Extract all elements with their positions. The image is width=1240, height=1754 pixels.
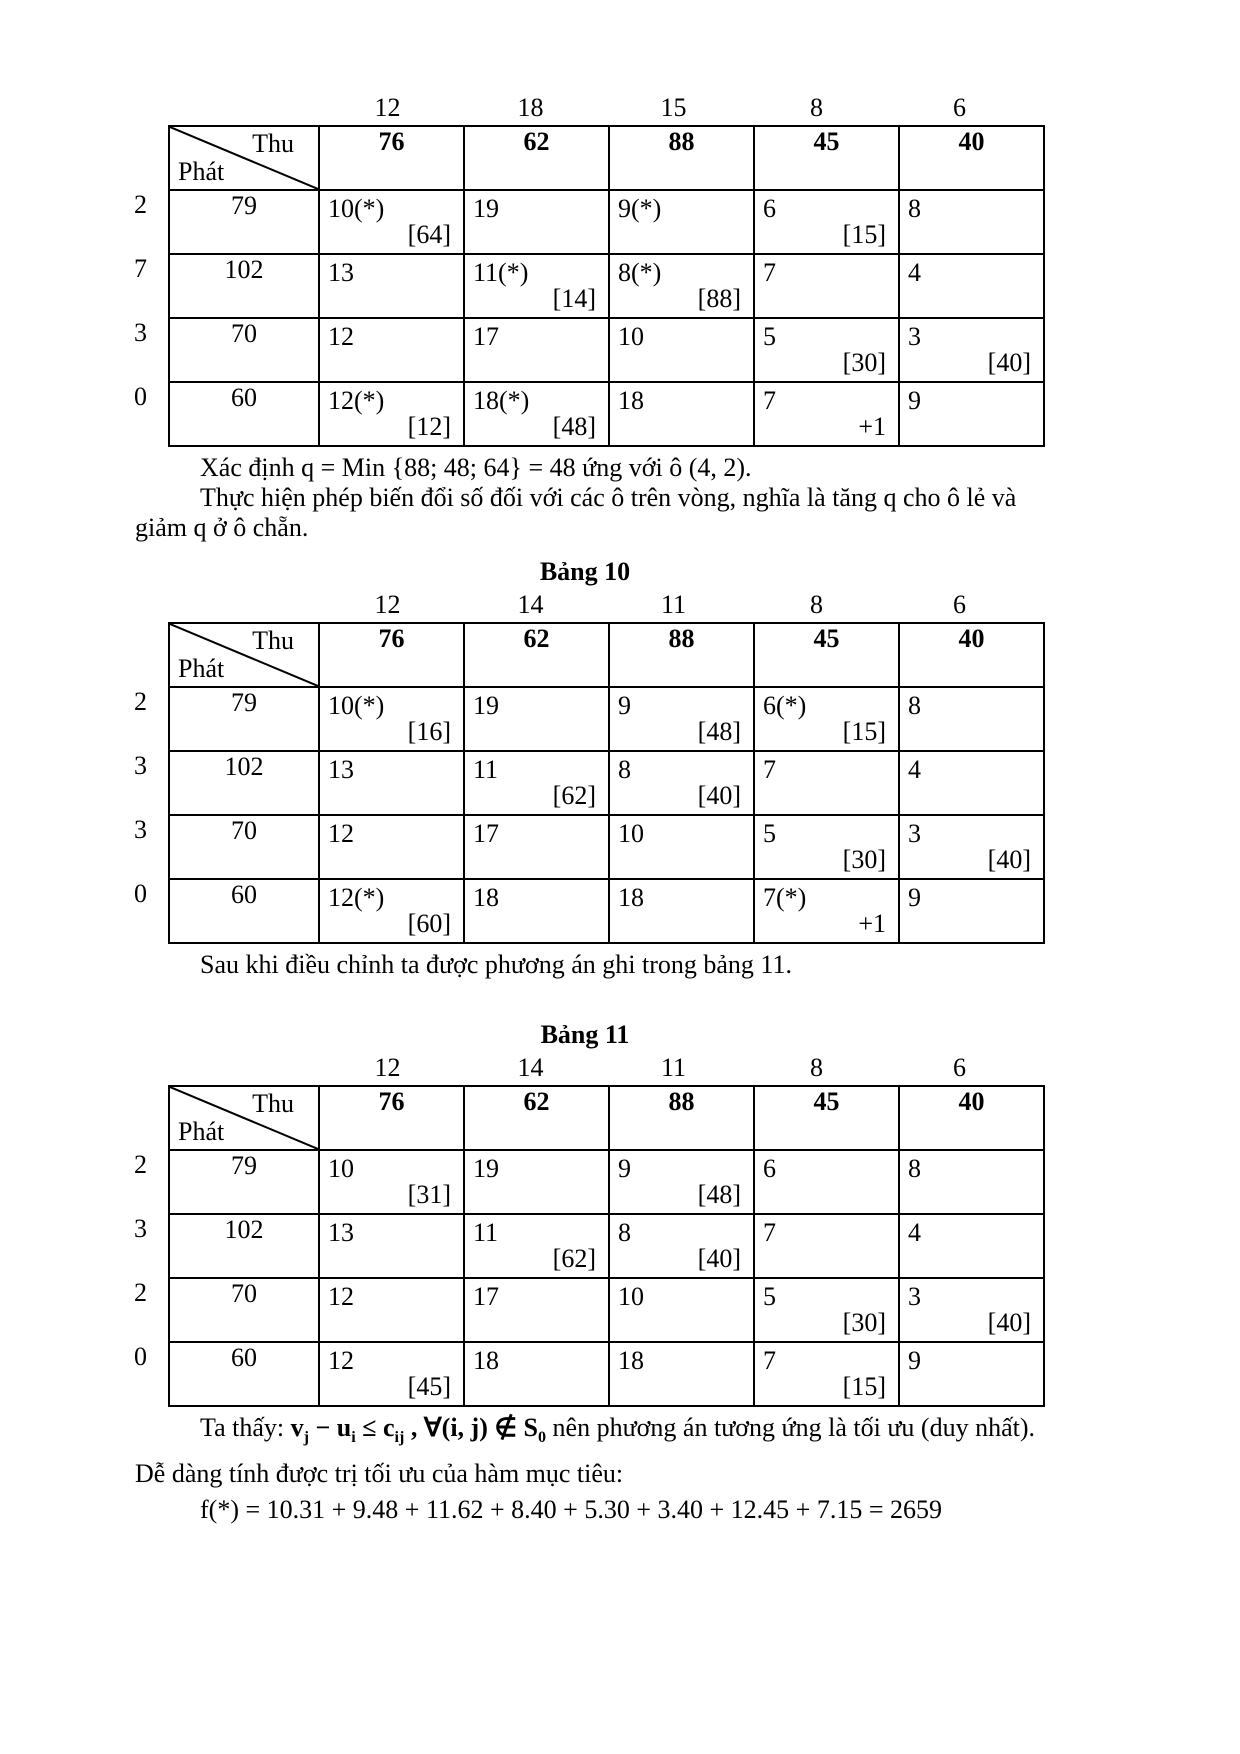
cost-cell — [464, 254, 609, 318]
demand-cell: 45 — [754, 623, 899, 687]
potential-label: 0 — [134, 382, 147, 411]
math-term-forall: , ∀(i, j) ∉ S — [404, 1413, 538, 1442]
potential-label: 3 — [134, 751, 147, 780]
cell-value: 11(*) — [473, 258, 529, 287]
cell-value: 12 — [328, 819, 354, 848]
cost-cell — [319, 879, 464, 943]
cell-note: +1 — [858, 909, 886, 938]
table-row — [134, 879, 1044, 943]
column-total-label: 15 — [660, 93, 687, 122]
demand-cell: 76 — [319, 623, 464, 687]
table-row — [134, 687, 1044, 751]
corner-cell — [169, 1086, 319, 1150]
cell-value: 4 — [908, 755, 921, 784]
column-total-label: 8 — [810, 93, 823, 122]
demand-cell: 88 — [609, 623, 754, 687]
cost-cell — [899, 254, 1044, 318]
cost-cell — [319, 1214, 464, 1278]
cell-note: [62] — [552, 781, 596, 810]
cost-cell — [899, 815, 1044, 879]
cell-value: 6 — [763, 194, 776, 223]
cell-value: 18 — [618, 1346, 644, 1375]
cost-cell — [609, 318, 754, 382]
cost-cell — [464, 751, 609, 815]
cost-cell — [899, 751, 1044, 815]
paragraph-q-min: Xác định q = Min {88; 48; 64} = 48 ứng với ô (4, 2). — [200, 453, 752, 482]
cell-value: 8 — [618, 1218, 631, 1247]
cost-cell — [609, 687, 754, 751]
cell-value: 10(*) — [328, 691, 385, 720]
column-total-label: 18 — [517, 93, 544, 122]
cell-value: 8 — [618, 755, 631, 784]
potential-label: 2 — [134, 1150, 147, 1179]
cell-note: [64] — [407, 220, 451, 249]
cell-value: 7 — [763, 755, 776, 784]
cell-value: 9 — [618, 1154, 631, 1183]
cell-note: [15] — [842, 717, 886, 746]
cell-note: [31] — [407, 1180, 451, 1209]
cost-cell — [319, 1150, 464, 1214]
transport-table-block-11 — [134, 1054, 1240, 1407]
cell-note: [15] — [842, 220, 886, 249]
demand-cell: 62 — [464, 1086, 609, 1150]
cost-cell — [899, 879, 1044, 943]
cost-cell — [899, 1342, 1044, 1406]
cell-note: [40] — [697, 781, 741, 810]
transport-table — [134, 622, 1045, 944]
cell-note: [62] — [552, 1244, 596, 1273]
optimality-lead: Ta thấy: — [200, 1413, 291, 1442]
table-header-row — [134, 623, 1044, 687]
demand-cell: 40 — [899, 623, 1044, 687]
cell-value: 11 — [473, 1218, 499, 1247]
cell-value: 10 — [618, 322, 644, 351]
cost-cell — [899, 1150, 1044, 1214]
table-row — [134, 318, 1044, 382]
math-sub-0: 0 — [537, 1429, 547, 1447]
table-title-bang-11: Bảng 11 — [540, 1020, 630, 1049]
transport-table-block-10 — [134, 591, 1240, 944]
cell-value: 8 — [908, 691, 921, 720]
cell-value: 18 — [618, 386, 644, 415]
cell-note: [45] — [407, 1372, 451, 1401]
cost-cell — [319, 687, 464, 751]
math-sub-j: j — [303, 1429, 309, 1447]
cell-value: 8(*) — [618, 258, 662, 287]
cell-note: [40] — [987, 348, 1031, 377]
cost-cell — [319, 318, 464, 382]
transport-table — [134, 125, 1045, 447]
cost-cell — [899, 1214, 1044, 1278]
cell-value: 4 — [908, 258, 921, 287]
cell-value: 10 — [618, 819, 644, 848]
cost-cell — [609, 1150, 754, 1214]
cell-value: 8 — [908, 1154, 921, 1183]
cost-cell — [609, 254, 754, 318]
cost-cell — [464, 1214, 609, 1278]
cost-cell — [754, 382, 899, 446]
cell-value: 19 — [473, 691, 499, 720]
corner-cell — [169, 126, 319, 190]
cell-value: 12(*) — [328, 883, 385, 912]
cost-cell — [754, 1278, 899, 1342]
paragraph-adjust: Sau khi điều chỉnh ta được phương án ghi trong bảng 11. — [200, 950, 792, 979]
paragraph-easy: Dễ dàng tính được trị tối ưu của hàm mục tiêu: — [135, 1459, 624, 1489]
cost-cell — [754, 1214, 899, 1278]
cell-note: [60] — [407, 909, 451, 938]
table-row — [134, 254, 1044, 318]
potential-spacer — [134, 623, 169, 687]
math-term-v: v — [290, 1413, 304, 1442]
cell-value: 7(*) — [763, 883, 807, 912]
cell-value: 17 — [473, 1282, 499, 1311]
cost-cell — [319, 190, 464, 254]
cost-cell — [464, 1150, 609, 1214]
phat-label: Phát — [178, 1117, 225, 1146]
cell-note: [88] — [697, 284, 741, 313]
cost-cell — [754, 1150, 899, 1214]
cell-value: 9(*) — [618, 194, 662, 223]
cost-cell — [609, 815, 754, 879]
demand-cell: 88 — [609, 126, 754, 190]
cell-value: 10 — [618, 1282, 644, 1311]
cost-cell — [464, 190, 609, 254]
cell-value: 5 — [763, 1282, 776, 1311]
cell-note: [40] — [987, 1308, 1031, 1337]
cell-value: 17 — [473, 322, 499, 351]
cell-value: 18(*) — [473, 386, 530, 415]
column-total-label: 11 — [660, 1053, 687, 1082]
cost-cell — [899, 382, 1044, 446]
column-totals-row — [316, 94, 1240, 122]
column-total-label: 12 — [374, 590, 401, 619]
table-header-row — [134, 126, 1044, 190]
demand-cell: 76 — [319, 126, 464, 190]
thu-label: Thu — [252, 129, 294, 158]
cell-value: 19 — [473, 1154, 499, 1183]
cell-value: 9 — [908, 883, 921, 912]
cell-value: 13 — [328, 258, 354, 287]
cell-note: [30] — [842, 1308, 886, 1337]
cost-cell — [899, 1278, 1044, 1342]
column-total-label: 12 — [374, 1053, 401, 1082]
cell-note: [48] — [697, 1180, 741, 1209]
cell-value: 10 — [328, 1154, 354, 1183]
cell-value: 19 — [473, 194, 499, 223]
supply-cell: 102 — [169, 751, 319, 815]
cell-value: 18 — [473, 883, 499, 912]
cell-value: 6(*) — [763, 691, 807, 720]
cost-cell — [609, 879, 754, 943]
cost-cell — [899, 318, 1044, 382]
table-row — [134, 190, 1044, 254]
supply-cell: 79 — [169, 1150, 319, 1214]
cell-value: 13 — [328, 1218, 354, 1247]
cost-cell — [754, 190, 899, 254]
cell-value: 12(*) — [328, 386, 385, 415]
math-sub-ij: ij — [394, 1429, 405, 1447]
cell-value: 3 — [908, 1282, 921, 1311]
cost-cell — [319, 815, 464, 879]
math-term-minus-u: − u — [308, 1413, 352, 1442]
supply-cell: 70 — [169, 815, 319, 879]
cost-cell — [464, 382, 609, 446]
cell-value: 11 — [473, 755, 499, 784]
supply-cell: 102 — [169, 254, 319, 318]
cell-note: [40] — [987, 845, 1031, 874]
cell-note: [14] — [552, 284, 596, 313]
supply-cell: 79 — [169, 687, 319, 751]
table-header-row — [134, 1086, 1044, 1150]
supply-cell: 102 — [169, 1214, 319, 1278]
cost-cell — [609, 1214, 754, 1278]
paragraph-optimality — [135, 1413, 1035, 1453]
cell-value: 5 — [763, 819, 776, 848]
cost-cell — [319, 254, 464, 318]
cost-cell — [754, 1342, 899, 1406]
potential-label: 7 — [134, 254, 147, 283]
cost-cell — [609, 190, 754, 254]
cell-value: 7 — [763, 1218, 776, 1247]
math-term-le-c: ≤ c — [355, 1413, 395, 1442]
column-total-label: 6 — [953, 93, 966, 122]
cost-cell — [899, 190, 1044, 254]
paragraph-objective: f(*) = 10.31 + 9.48 + 11.62 + 8.40 + 5.30 + 3.40 + 12.45 + 7.15 = 2659 — [200, 1495, 942, 1525]
cell-note: [48] — [697, 717, 741, 746]
column-totals-row — [316, 1054, 1240, 1082]
thu-label: Thu — [252, 626, 294, 655]
cost-cell — [899, 687, 1044, 751]
paragraph-transform: Thực hiện phép biến đổi số đối với các ô trên vòng, nghĩa là tăng q cho ô lẻ và giảm q ở ô chẵn. — [135, 483, 1017, 542]
cell-note: [15] — [842, 1372, 886, 1401]
cell-value: 18 — [473, 1346, 499, 1375]
potential-spacer — [134, 126, 169, 190]
cell-value: 7 — [763, 386, 776, 415]
potential-label: 2 — [134, 687, 147, 716]
cell-value: 7 — [763, 258, 776, 287]
supply-cell: 79 — [169, 190, 319, 254]
column-total-label: 6 — [953, 590, 966, 619]
column-total-label: 8 — [810, 1053, 823, 1082]
cell-value: 3 — [908, 819, 921, 848]
corner-cell — [169, 623, 319, 687]
cell-value: 7 — [763, 1346, 776, 1375]
cost-cell — [609, 1278, 754, 1342]
column-total-label: 14 — [517, 1053, 544, 1082]
cost-cell — [464, 815, 609, 879]
table-row — [134, 1342, 1044, 1406]
cell-value: 5 — [763, 322, 776, 351]
math-expression — [290, 1413, 547, 1447]
column-total-label: 11 — [660, 590, 687, 619]
demand-cell: 40 — [899, 126, 1044, 190]
cell-note: [48] — [552, 412, 596, 441]
column-total-label: 8 — [810, 590, 823, 619]
cost-cell — [319, 751, 464, 815]
phat-label: Phát — [178, 654, 225, 683]
demand-cell: 45 — [754, 1086, 899, 1150]
cell-value: 10(*) — [328, 194, 385, 223]
cell-value: 9 — [618, 691, 631, 720]
table-row — [134, 751, 1044, 815]
column-totals-row — [316, 591, 1240, 619]
potential-label: 2 — [134, 190, 147, 219]
demand-cell: 76 — [319, 1086, 464, 1150]
demand-cell: 62 — [464, 623, 609, 687]
cell-value: 12 — [328, 1282, 354, 1311]
potential-spacer — [134, 1086, 169, 1150]
demand-cell: 40 — [899, 1086, 1044, 1150]
demand-cell: 88 — [609, 1086, 754, 1150]
cell-value: 9 — [908, 386, 921, 415]
cell-value: 6 — [763, 1154, 776, 1183]
transport-table-block-9 — [134, 94, 1240, 447]
table-row — [134, 815, 1044, 879]
cell-value: 4 — [908, 1218, 921, 1247]
cell-value: 8 — [908, 194, 921, 223]
cost-cell — [754, 879, 899, 943]
cost-cell — [319, 1278, 464, 1342]
phat-label: Phát — [178, 157, 225, 186]
column-total-label: 12 — [374, 93, 401, 122]
cell-value: 3 — [908, 322, 921, 351]
column-total-label: 14 — [517, 590, 544, 619]
cell-value: 9 — [908, 1346, 921, 1375]
potential-label: 0 — [134, 879, 147, 908]
cost-cell — [754, 687, 899, 751]
table-row — [134, 1214, 1044, 1278]
transport-table — [134, 1085, 1045, 1407]
table-row — [134, 1150, 1044, 1214]
optimality-tail: nên phương án tương ứng là tối ưu (duy nhất). — [546, 1413, 1036, 1442]
cell-value: 17 — [473, 819, 499, 848]
cost-cell — [464, 879, 609, 943]
cost-cell — [319, 382, 464, 446]
cost-cell — [464, 318, 609, 382]
cell-note: [16] — [407, 717, 451, 746]
cost-cell — [754, 318, 899, 382]
thu-label: Thu — [252, 1089, 294, 1118]
cell-note: [30] — [842, 348, 886, 377]
cost-cell — [754, 254, 899, 318]
demand-cell: 62 — [464, 126, 609, 190]
table-row — [134, 382, 1044, 446]
potential-label: 0 — [134, 1342, 147, 1371]
cell-value: 18 — [618, 883, 644, 912]
potential-label: 3 — [134, 1214, 147, 1243]
vertical-spacer — [0, 980, 1240, 1006]
cell-note: [40] — [697, 1244, 741, 1273]
cost-cell — [464, 1342, 609, 1406]
column-total-label: 6 — [953, 1053, 966, 1082]
potential-label: 2 — [134, 1278, 147, 1307]
cell-value: 12 — [328, 322, 354, 351]
math-sub-i: i — [351, 1429, 356, 1447]
supply-cell: 70 — [169, 318, 319, 382]
cost-cell — [754, 815, 899, 879]
supply-cell: 60 — [169, 1342, 319, 1406]
cell-note: [12] — [407, 412, 451, 441]
supply-cell: 70 — [169, 1278, 319, 1342]
supply-cell: 60 — [169, 879, 319, 943]
cell-value: 12 — [328, 1346, 354, 1375]
cell-value: 13 — [328, 755, 354, 784]
cost-cell — [609, 751, 754, 815]
supply-cell: 60 — [169, 382, 319, 446]
cost-cell — [319, 1342, 464, 1406]
cost-cell — [464, 687, 609, 751]
table-title-bang-10: Bảng 10 — [539, 557, 631, 586]
cost-cell — [609, 1342, 754, 1406]
cost-cell — [609, 382, 754, 446]
demand-cell: 45 — [754, 126, 899, 190]
cell-note: [30] — [842, 845, 886, 874]
cost-cell — [754, 751, 899, 815]
cost-cell — [464, 1278, 609, 1342]
potential-label: 3 — [134, 815, 147, 844]
table-row — [134, 1278, 1044, 1342]
cell-note: +1 — [858, 412, 886, 441]
potential-label: 3 — [134, 318, 147, 347]
